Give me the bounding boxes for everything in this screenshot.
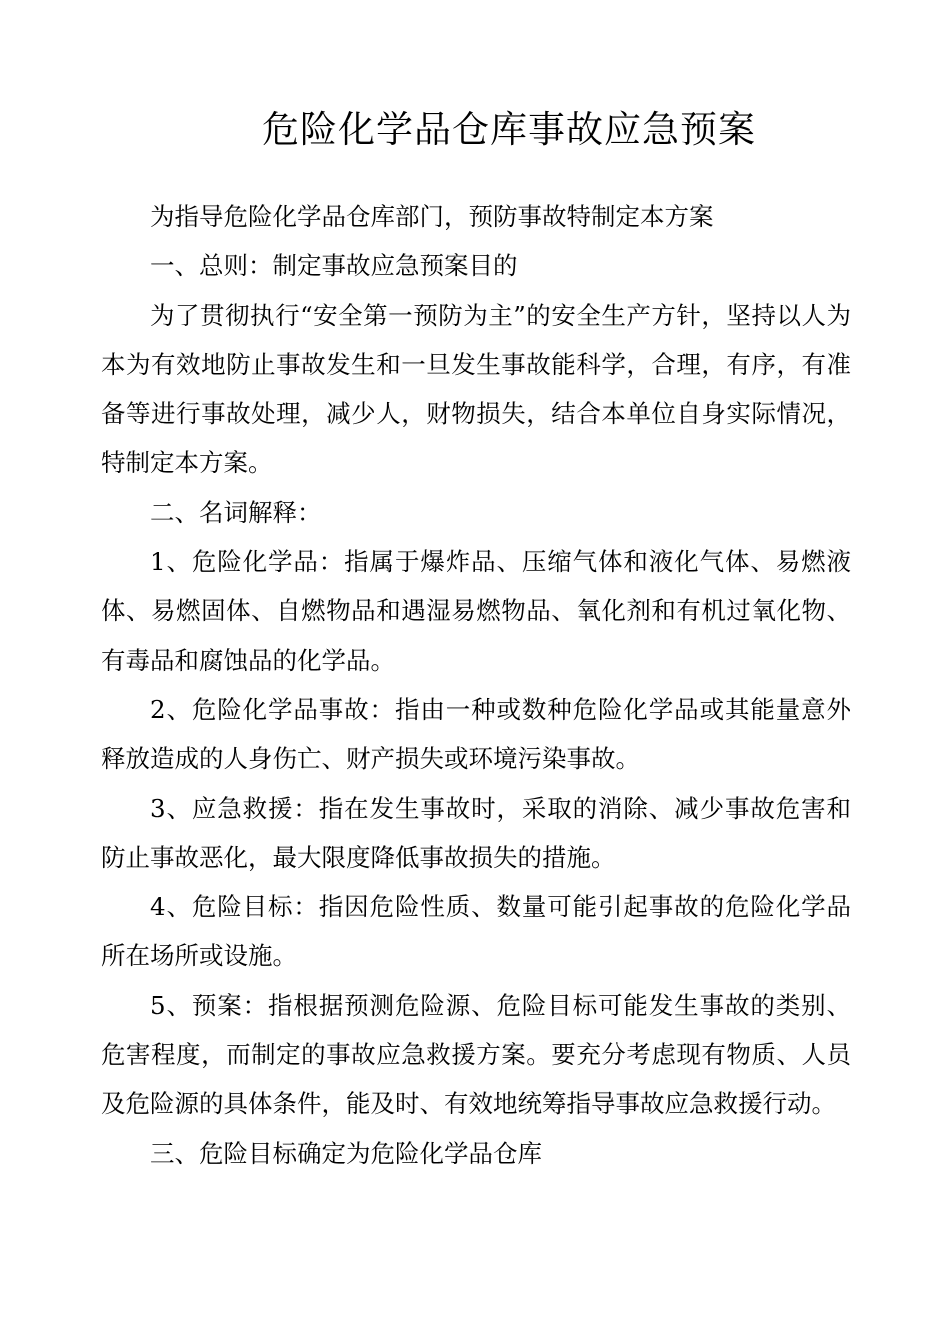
- paragraph-intro: 为指导危险化学品仓库部门，预防事故特制定本方案: [150, 202, 714, 231]
- heading-general-principles: 一、总则：制定事故应急预案目的: [150, 251, 518, 281]
- definition-chemical-accident: 2、危险化学品事故：指由一种或数种危险化学品或其能量意外释放造成的人身伤亡、财产损失或环境污染事故。: [101, 694, 851, 774]
- definition-hazard-target: 4、危险目标：指因危险性质、数量可能引起事故的危险化学品所在场所或设施。: [101, 892, 851, 971]
- definition-emergency-rescue: 3、应急救援：指在发生事故时，采取的消除、减少事故危害和防止事故恶化，最大限度降低事故损失的措施。: [101, 793, 851, 872]
- document-title: 危险化学品仓库事故应急预案: [262, 108, 756, 151]
- heading-hazard-target: 三、危险目标确定为危险化学品仓库: [150, 1138, 542, 1168]
- paragraph-purpose: 为了贯彻执行“安全第一预防为主”的安全生产方针，坚持以人为本为有效地防止事故发生和一旦发生事故能科学，合理，有序，有准备等进行事故处理，减少人，财物损失，结合本单位自身实际情况，特制定本方案。: [101, 300, 851, 478]
- heading-definitions: 二、名词解释：: [150, 497, 322, 527]
- document-body: [101, 192, 851, 1178]
- definition-hazardous-chemicals: 1、危险化学品：指属于爆炸品、压缩气体和液化气体、易燃液体、易燃固体、自燃物品和遇湿易燃物品、氧化剂和有机过氧化物、有毒品和腐蚀品的化学品。: [101, 547, 851, 675]
- definition-plan: 5、预案：指根据预测危险源、危险目标可能发生事故的类别、危害程度，而制定的事故应急救援方案。要充分考虑现有物质、人员及危险源的具体条件，能及时、有效地统筹指导事故应急救援行动。: [101, 990, 851, 1119]
